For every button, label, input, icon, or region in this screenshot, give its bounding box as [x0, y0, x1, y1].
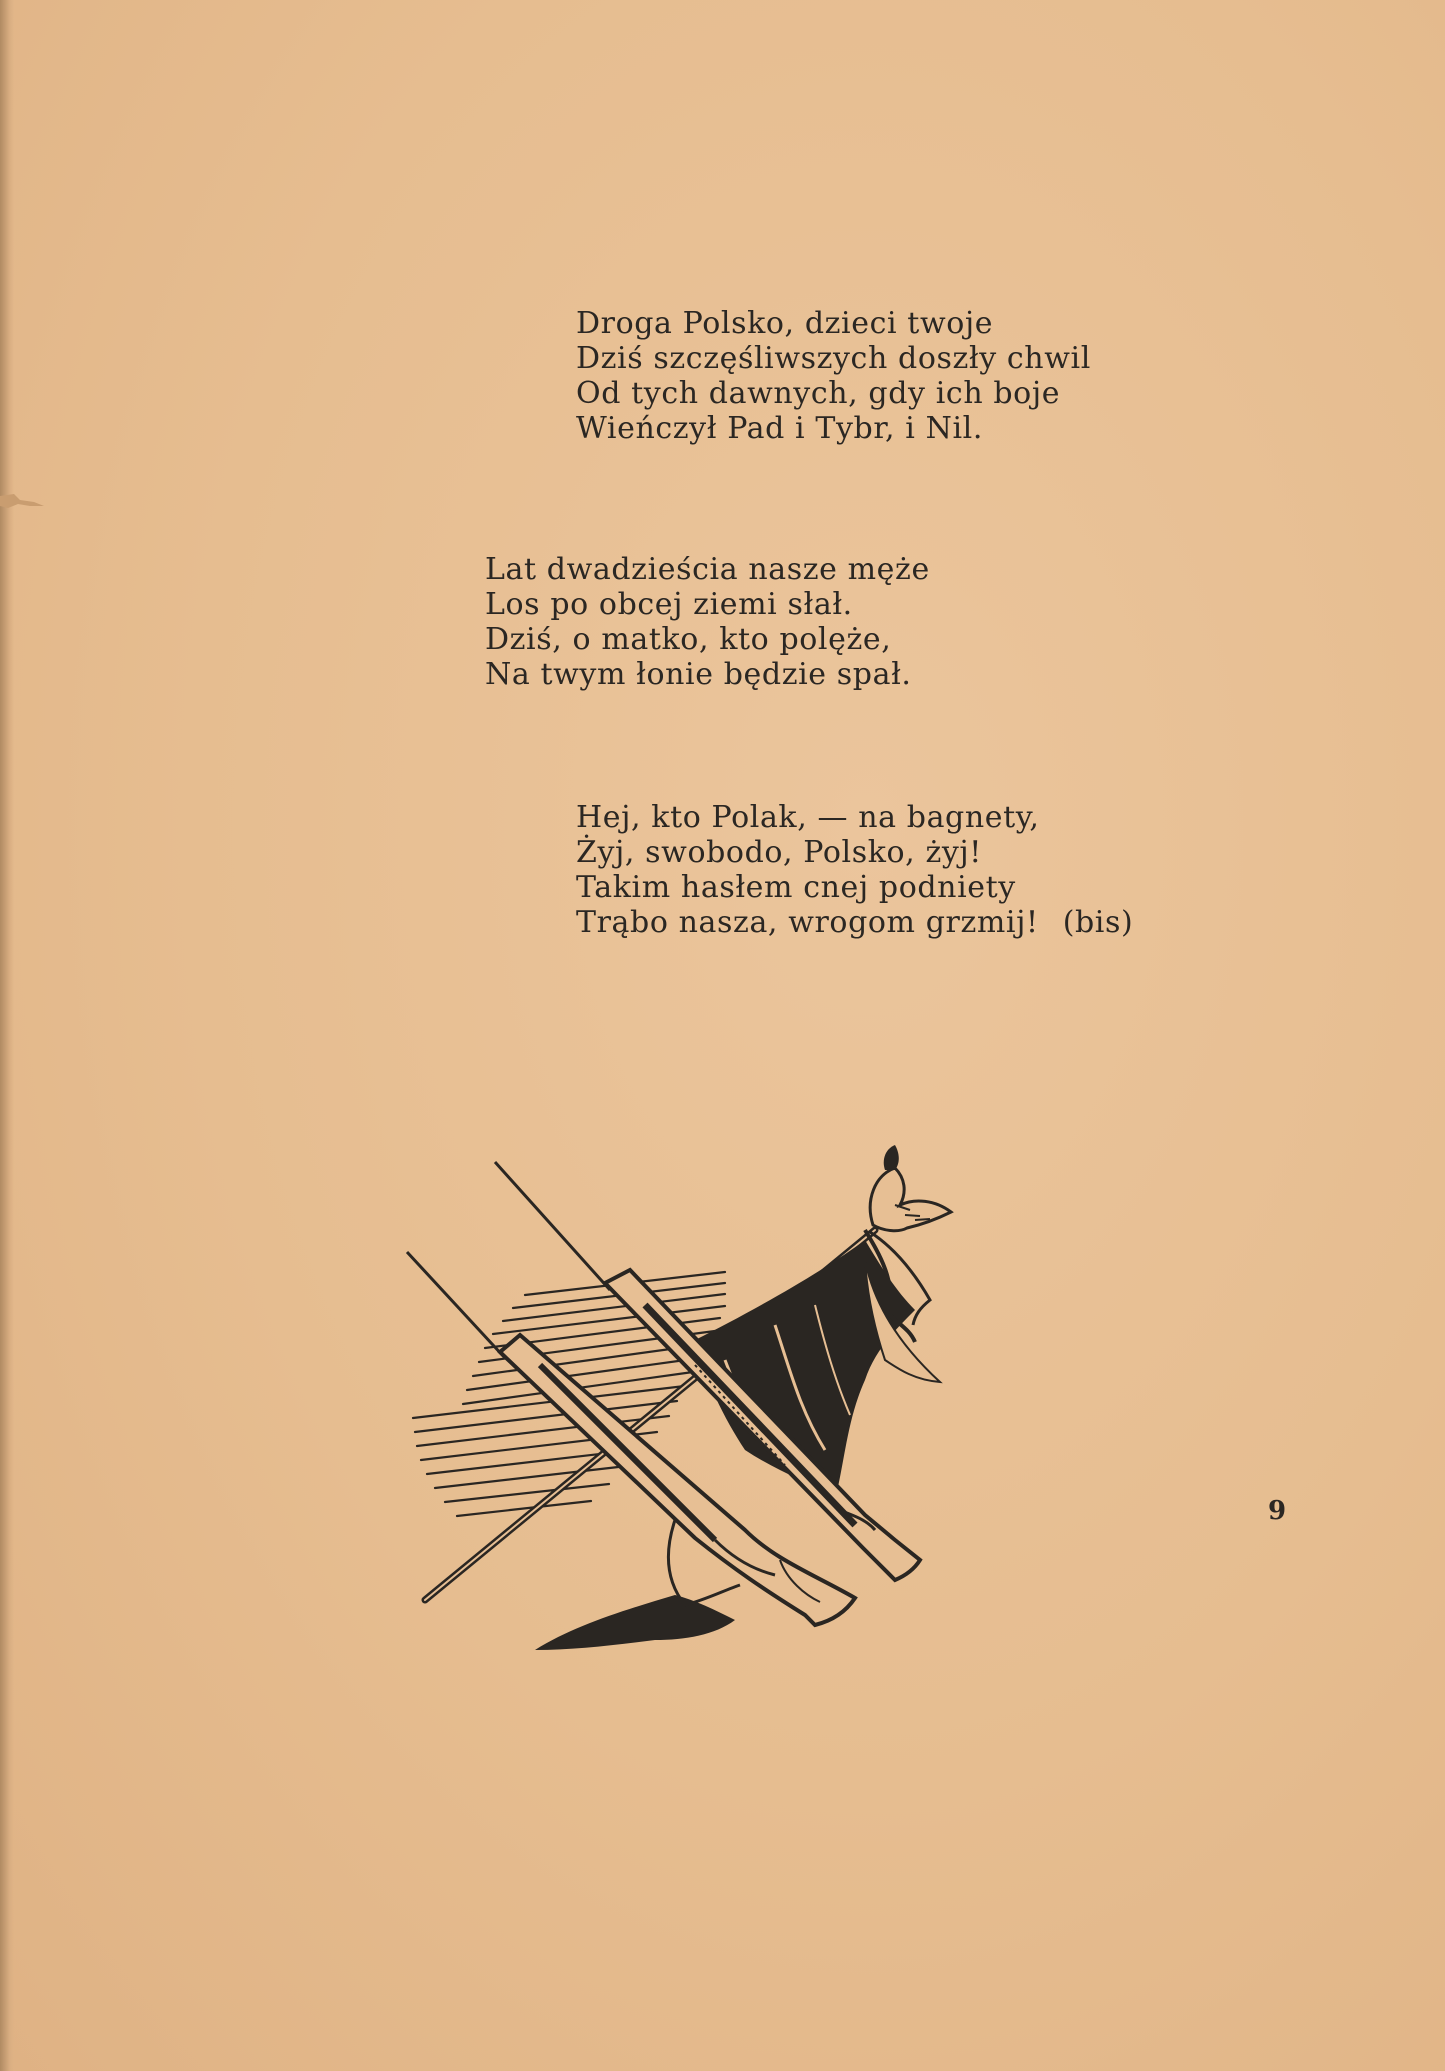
stanza-line: Hej, kto Polak, — na bagnety,: [576, 800, 1040, 835]
stanza-line-text: Trąbo nasza, wrogom grzmij!: [576, 905, 1039, 940]
stanza-1: [576, 306, 1091, 446]
repeat-mark: (bis): [1062, 905, 1134, 940]
stanza-line: Od tych dawnych, gdy ich boje: [576, 376, 1061, 411]
ground-shadow: [535, 1595, 735, 1650]
bayonets-and-flag-illustration: [395, 1120, 1035, 1680]
stanza-line: Wieńczył Pad i Tybr, i Nil.: [576, 411, 983, 446]
stanza-line: Dziś szczęśliwszych doszły chwil: [576, 341, 1091, 376]
stanza-line: Lat dwadzieścia nasze męże: [485, 552, 930, 587]
page-number: 9: [1268, 1496, 1287, 1526]
stanza-line: Droga Polsko, dzieci twoje: [576, 306, 994, 341]
stanza-2: [485, 552, 930, 692]
stanza-line: Dziś, o matko, kto polęże,: [485, 622, 892, 657]
page-spine-shadow: [0, 0, 14, 2071]
stanza-line: Takim hasłem cnej podniety: [576, 870, 1016, 905]
stanza-line: Żyj, swobodo, Polsko, żyj!: [576, 835, 982, 870]
stanza-line: Los po obcej ziemi słał.: [485, 587, 853, 622]
page-tear-mark: [0, 492, 44, 510]
eagle-finial-icon: [870, 1145, 951, 1231]
stanza-line: Na twym łonie będzie spał.: [485, 657, 912, 692]
stanza-3: [576, 800, 1133, 940]
stanza-line-with-repeat: [576, 905, 1133, 940]
